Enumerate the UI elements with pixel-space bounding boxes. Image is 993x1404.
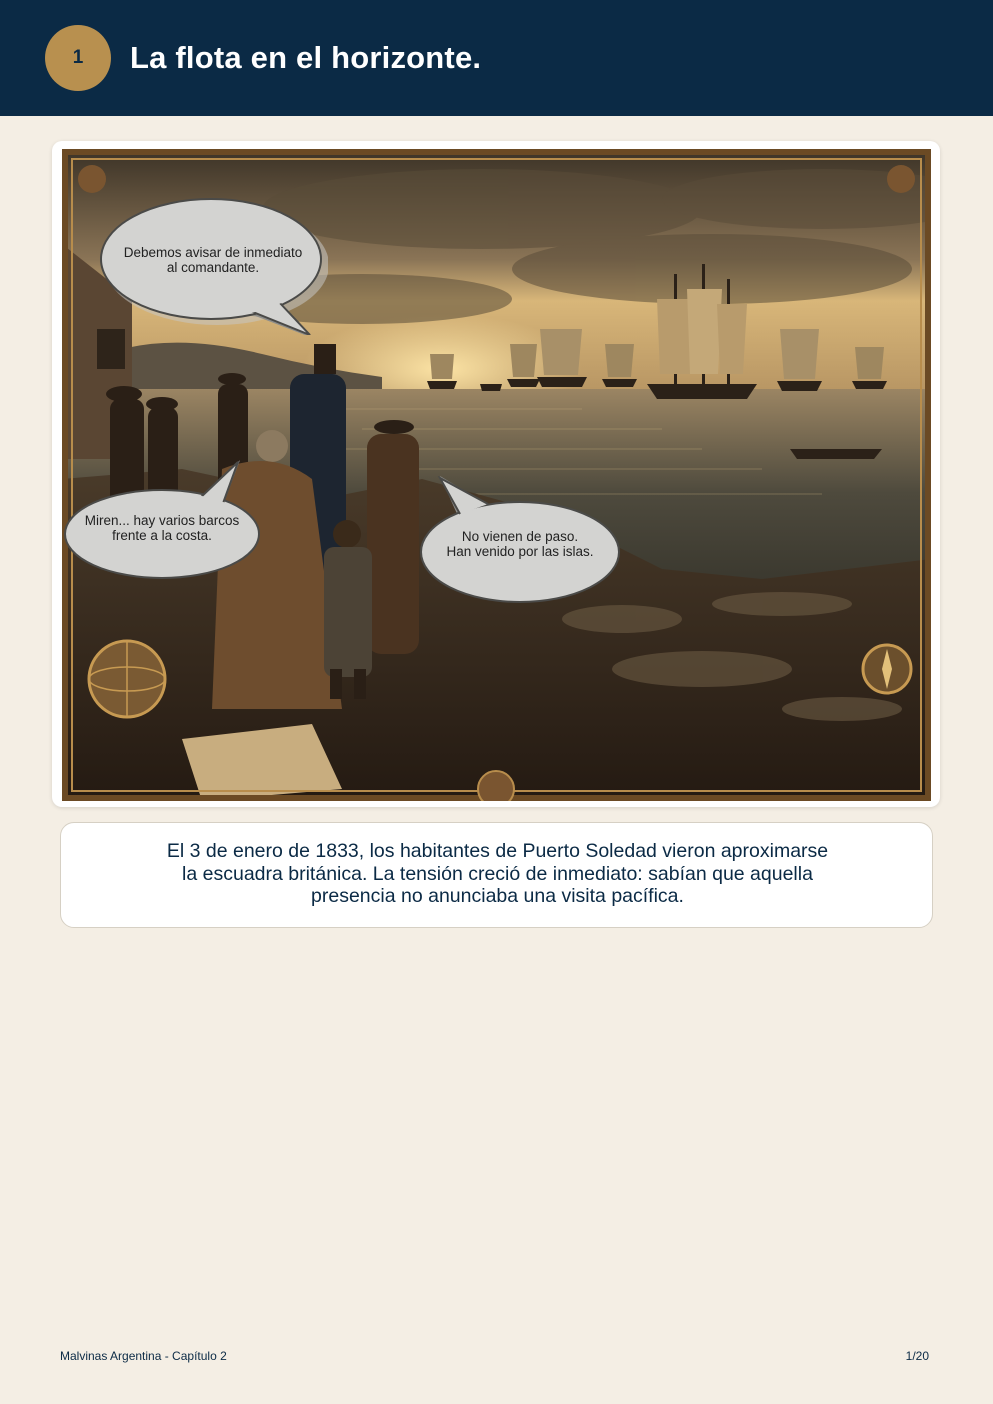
- speech-bubble-commander: [98, 195, 328, 335]
- speech-bubble-text: Debemos avisar de inmediato al comandante.: [123, 245, 303, 275]
- footer-book-title: Malvinas Argentina - Capítulo 2: [60, 1349, 227, 1363]
- footer-page-counter: 1/20: [905, 1349, 929, 1363]
- speech-bubble-text: No vienen de paso. Han venido por las islas.: [446, 529, 594, 559]
- speech-bubble-text: Miren... hay varios barcos frente a la costa.: [84, 513, 240, 543]
- narration-caption-box: [60, 822, 933, 928]
- page-title: La flota en el horizonte.: [130, 40, 482, 75]
- page-header: [0, 0, 993, 116]
- narration-caption-text: El 3 de enero de 1833, los habitantes de Puerto Soledad vieron aproximarse la escuadra británica. La tensión creció de inmediato: sabían que aquella presencia no anunciaba una visita pacífica.: [166, 840, 829, 907]
- page-number-badge: 1: [45, 25, 111, 91]
- speech-bubble-islands: [418, 476, 622, 604]
- speech-bubble-boats: [62, 460, 262, 580]
